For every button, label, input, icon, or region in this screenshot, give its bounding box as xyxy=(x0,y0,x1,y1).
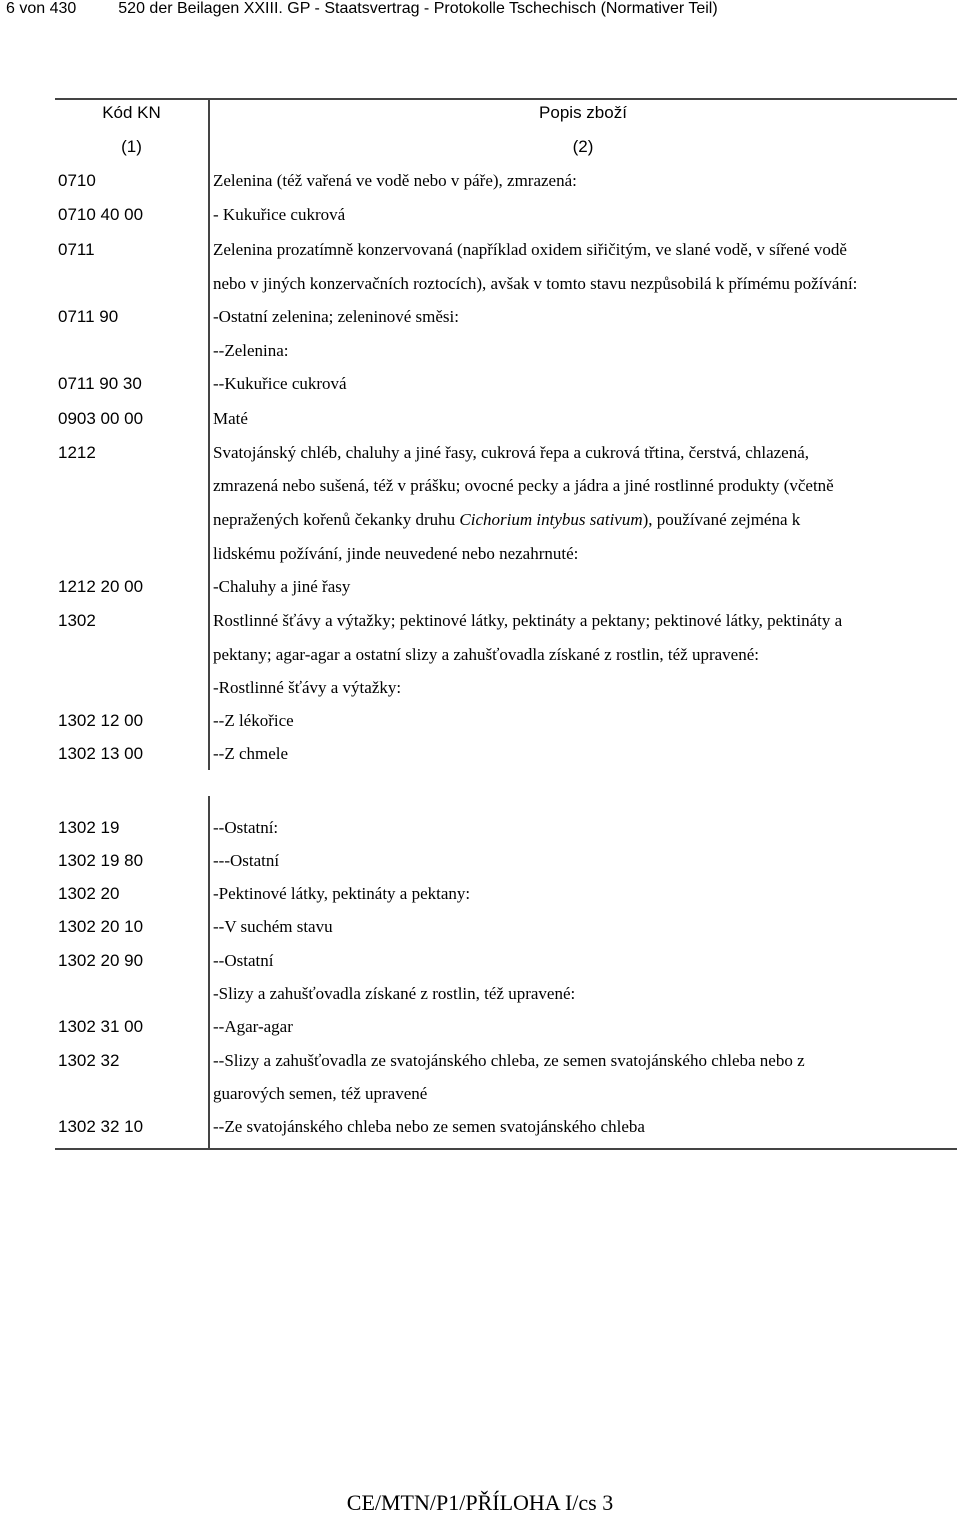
row-code: 1212 20 00 xyxy=(58,577,144,596)
row-description: - Kukuřice cukrová xyxy=(213,205,346,224)
table-row xyxy=(0,436,960,469)
description-text: ), používané zejména k xyxy=(642,510,801,529)
row-code: 1302 12 00 xyxy=(58,711,144,730)
page-footer: CE/MTN/P1/PŘÍLOHA I/cs 3 xyxy=(346,1490,614,1515)
table-row xyxy=(0,944,960,977)
row-code: 0710 40 00 xyxy=(58,205,144,224)
table-row xyxy=(0,604,960,637)
table-row xyxy=(0,233,960,266)
table-row xyxy=(0,977,960,1010)
row-description: Rostlinné šťávy a výtažky; pektinové látky, pektináty a pektany; pektinové látky, pektináty a xyxy=(213,611,843,630)
row-description: --Kukuřice cukrová xyxy=(213,374,347,393)
page-number: 6 von 430 xyxy=(6,0,77,17)
row-code: 0711 90 30 xyxy=(58,374,142,393)
row-code: 1302 32 10 xyxy=(58,1117,144,1136)
description-text: nepražených kořenů čekanky druhu xyxy=(213,510,460,529)
row-description: -Chaluhy a jiné řasy xyxy=(213,577,351,596)
table-row xyxy=(0,469,960,502)
row-code: 0711 90 xyxy=(58,307,119,326)
row-description: --Slizy a zahušťovadla ze svatojánského chleba, ze semen svatojánského chleba nebo z xyxy=(213,1051,805,1070)
row-code: 1302 20 90 xyxy=(58,951,144,970)
table-row xyxy=(0,1110,960,1143)
row-description: --Zelenina: xyxy=(213,341,289,360)
row-description: --V suchém stavu xyxy=(213,917,333,936)
header-description: Popis zboží xyxy=(539,103,627,122)
row-code: 0710 xyxy=(58,171,96,190)
table-row xyxy=(0,503,960,536)
row-code: 1302 32 xyxy=(58,1051,120,1070)
table-row xyxy=(0,1010,960,1043)
row-code: 0903 00 00 xyxy=(58,409,144,428)
table-bottom-border xyxy=(55,1148,957,1150)
table-row xyxy=(0,1077,960,1110)
row-description: ---Ostatní xyxy=(213,851,280,870)
table-row xyxy=(0,704,960,737)
table-row xyxy=(0,367,960,400)
row-description: --Z chmele xyxy=(213,744,289,763)
row-description: --Ze svatojánského chleba nebo ze semen svatojánského chleba xyxy=(213,1117,645,1136)
row-code: 1302 20 10 xyxy=(58,917,144,936)
header-code: Kód KN xyxy=(102,103,161,122)
row-code: 1302 13 00 xyxy=(58,744,144,763)
row-description: Zelenina prozatímně konzervovaná (například oxidem siřičitým, ve slané vodě, v sířené vodě xyxy=(213,240,847,259)
table-header-row xyxy=(0,96,960,129)
row-description: -Ostatní zelenina; zeleninové směsi: xyxy=(213,307,459,326)
row-description: --Agar-agar xyxy=(213,1017,293,1036)
row-description: --Ostatní: xyxy=(213,818,279,837)
row-description: zmrazená nebo sušená, též v prášku; ovocné pecky a jádra a jiné rostlinné produkty (včetně xyxy=(213,476,834,495)
table-row xyxy=(0,570,960,603)
table-row xyxy=(0,334,960,367)
row-code: 1212 xyxy=(58,443,96,462)
row-description: pektany; agar-agar a ostatní slizy a zahušťovadla získané z rostlin, též upravené: xyxy=(213,645,759,664)
row-description: --Z lékořice xyxy=(213,711,294,730)
row-description: nebo v jiných konzervačních roztocích), avšak v tomto stavu nezpůsobilá k přímému požívání: xyxy=(213,274,858,293)
row-description xyxy=(213,503,800,536)
document-title: 520 der Beilagen XXIII. GP - Staatsvertrag - Protokolle Tschechisch (Normativer Teil) xyxy=(118,0,718,17)
table-row xyxy=(0,164,960,197)
row-code: 1302 20 xyxy=(58,884,120,903)
row-description: -Rostlinné šťávy a výtažky: xyxy=(213,678,402,697)
row-code: 1302 xyxy=(58,611,96,630)
table-row xyxy=(0,811,960,844)
table-row xyxy=(0,537,960,570)
row-description: lidskému požívání, jinde neuvedené nebo nezahrnuté: xyxy=(213,544,579,563)
row-description: Maté xyxy=(213,409,248,428)
table-row xyxy=(0,844,960,877)
table-row xyxy=(0,300,960,333)
row-code: 1302 19 80 xyxy=(58,851,144,870)
table-row xyxy=(0,1044,960,1077)
row-code: 1302 19 xyxy=(58,818,120,837)
row-description: Zelenina (též vařená ve vodě nebo v páře), zmrazená: xyxy=(213,171,577,190)
column-number-code: (1) xyxy=(121,137,142,156)
row-description: guarových semen, též upravené xyxy=(213,1084,428,1103)
table-row xyxy=(0,198,960,231)
row-description: -Pektinové látky, pektináty a pektany: xyxy=(213,884,471,903)
row-code: 0711 xyxy=(58,240,95,259)
table-row xyxy=(0,638,960,671)
table-row xyxy=(0,671,960,704)
table-row xyxy=(0,737,960,770)
row-description: --Ostatní xyxy=(213,951,274,970)
latin-name: Cichorium intybus sativum xyxy=(459,510,643,529)
table-row xyxy=(0,877,960,910)
page-header xyxy=(6,0,718,18)
column-number-description: (2) xyxy=(572,137,594,156)
row-description: -Slizy a zahušťovadla získané z rostlin, též upravené: xyxy=(213,984,576,1003)
row-description: Svatojánský chléb, chaluhy a jiné řasy, cukrová řepa a cukrová třtina, čerstvá, chlazená, xyxy=(213,443,810,462)
table-row xyxy=(0,267,960,300)
table-row xyxy=(0,910,960,943)
row-code: 1302 31 00 xyxy=(58,1017,144,1036)
table-row xyxy=(0,402,960,435)
column-number-row xyxy=(0,130,960,163)
